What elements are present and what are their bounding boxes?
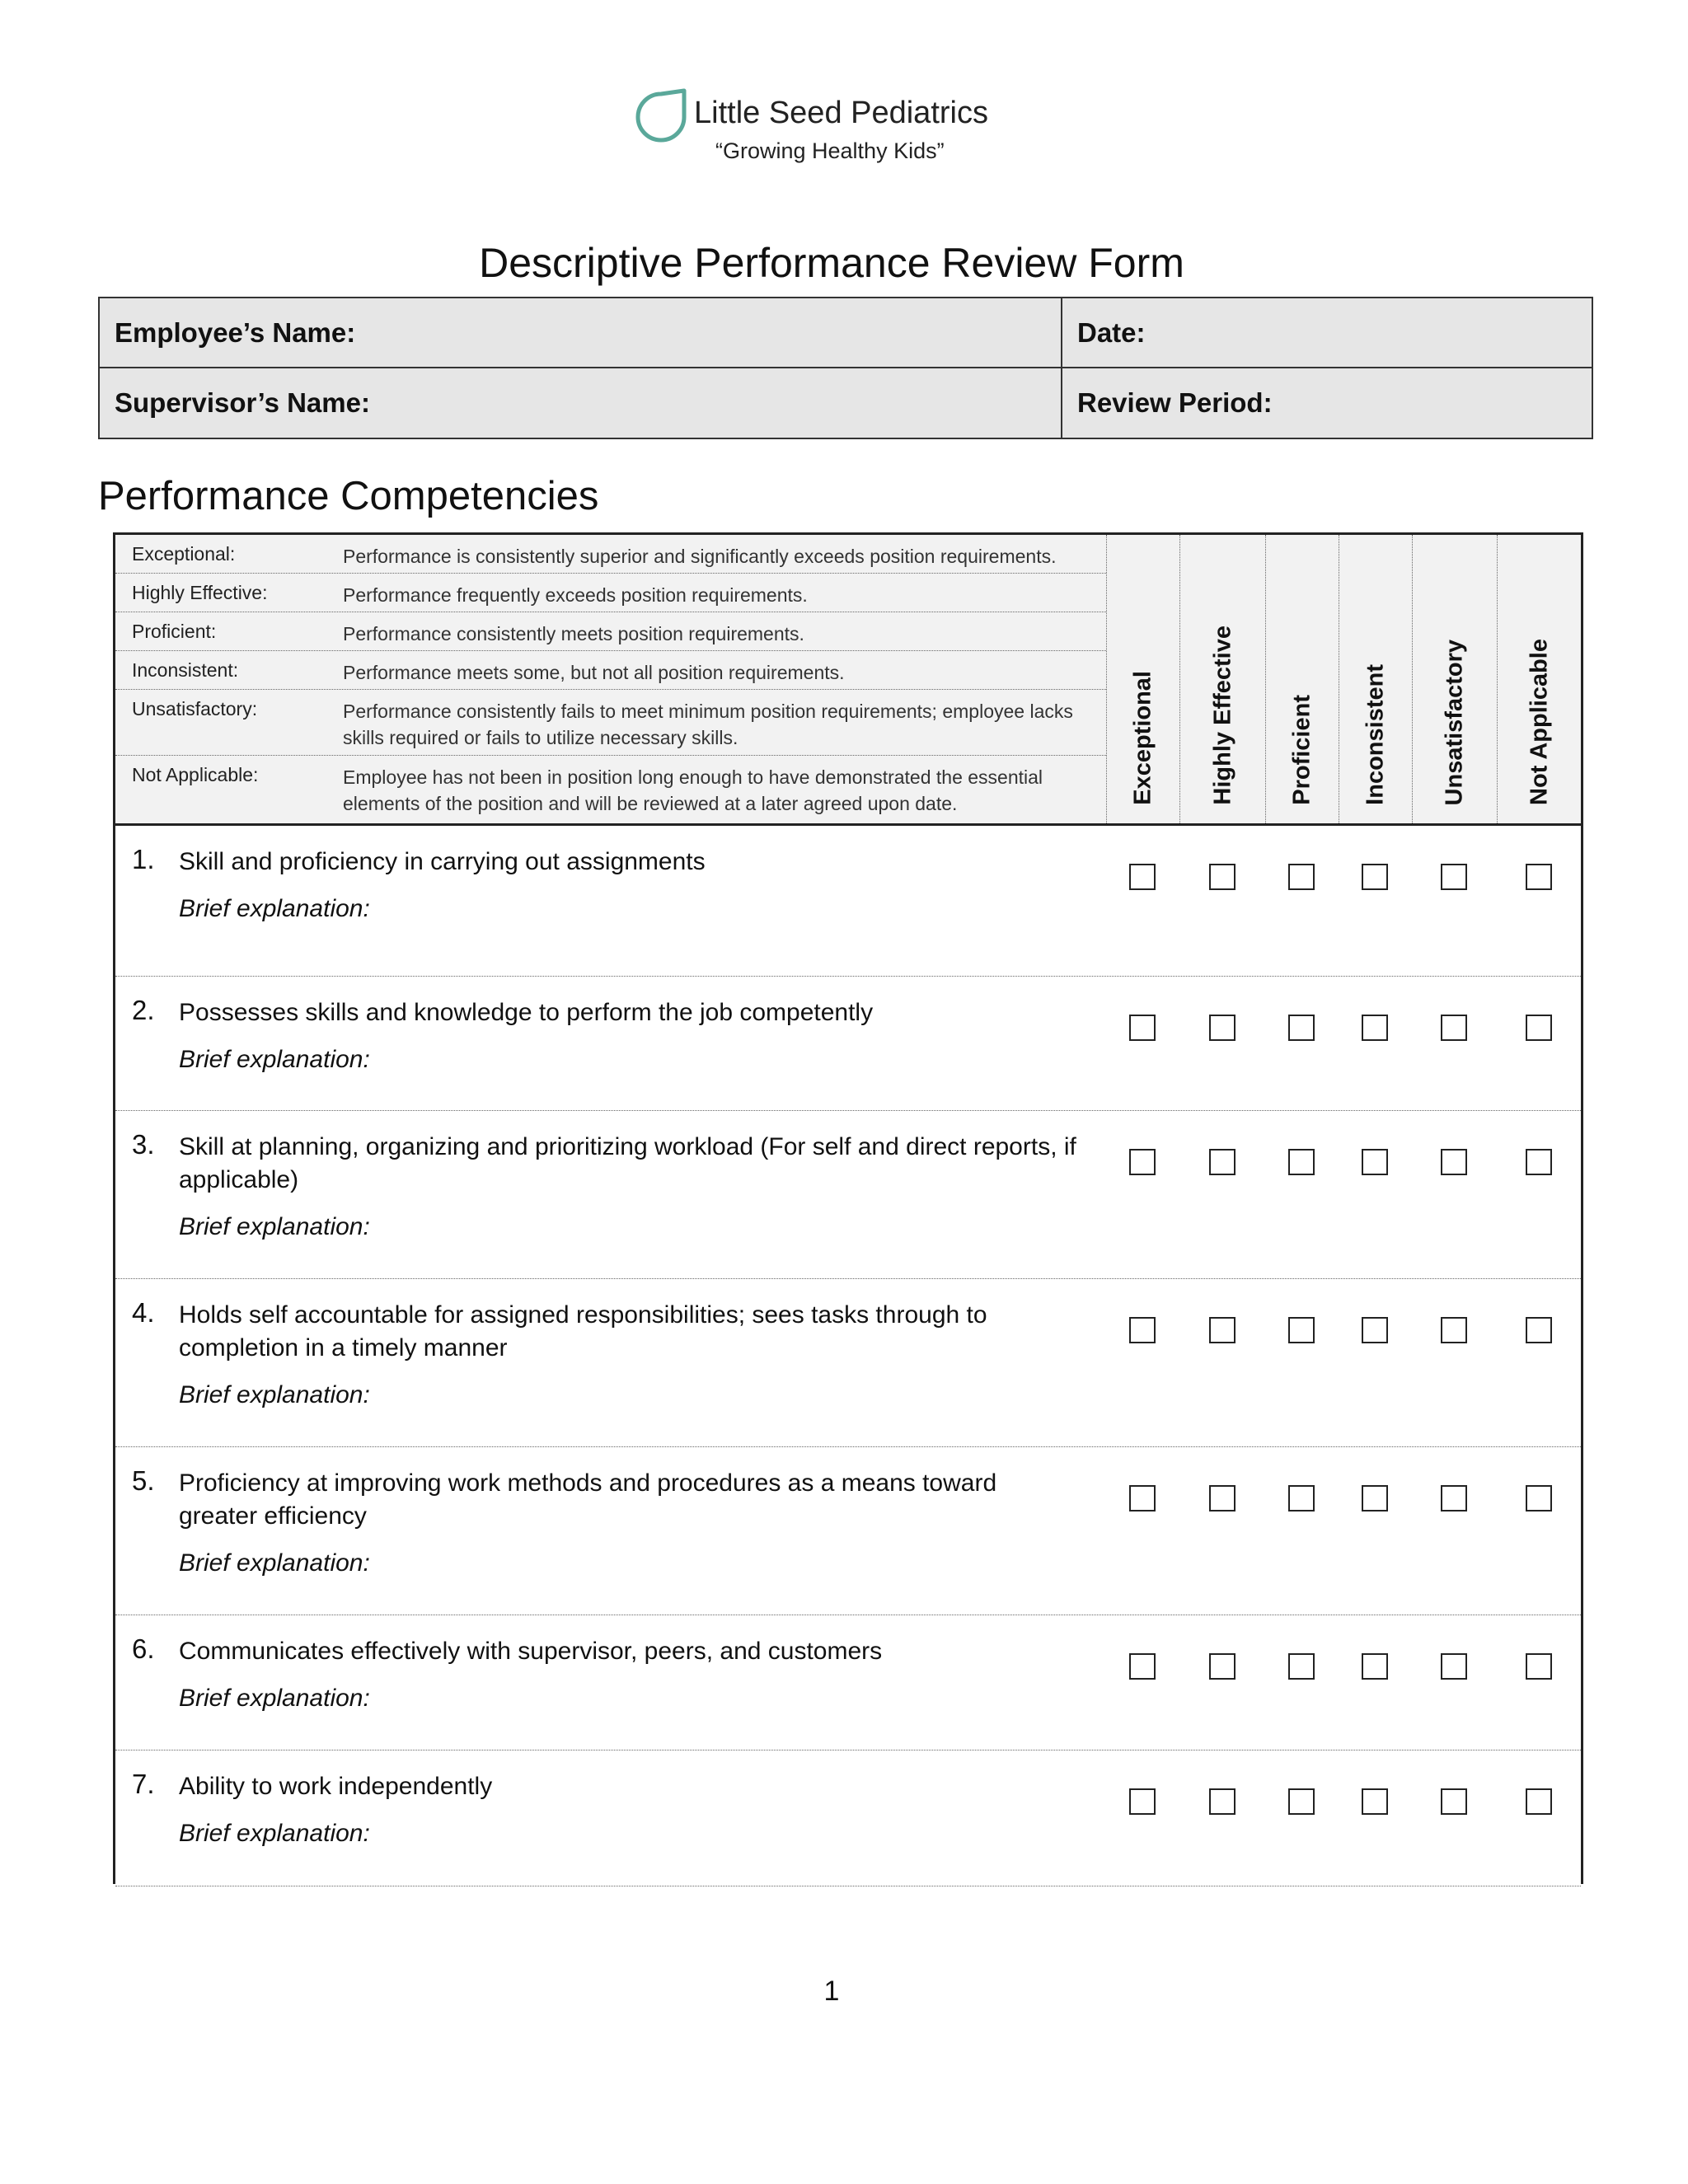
competency-item-7 <box>115 1750 1581 1886</box>
rating-header-label: Inconsistent <box>1362 664 1389 805</box>
checkbox-inconsistent[interactable] <box>1362 1788 1388 1815</box>
legend-row <box>115 690 1106 756</box>
explanation-label: Brief explanation: <box>179 1820 370 1847</box>
checkbox-inconsistent[interactable] <box>1362 1015 1388 1041</box>
review-period-label: Review Period: <box>1077 387 1273 418</box>
checkbox-proficient[interactable] <box>1288 1317 1315 1343</box>
legend-row <box>115 612 1106 651</box>
item-number: 7. <box>132 1769 155 1799</box>
logo <box>635 82 988 173</box>
rating-header-label: Not Applicable <box>1526 639 1552 805</box>
checkbox-exceptional[interactable] <box>1129 1149 1156 1175</box>
supervisor-name-field[interactable] <box>100 368 1062 438</box>
checkbox-highly-effective[interactable] <box>1209 1788 1236 1815</box>
legend-desc: Performance consistently meets position requirements. <box>343 623 804 644</box>
checkbox-proficient[interactable] <box>1288 864 1315 890</box>
rating-header-proficient <box>1265 535 1339 823</box>
rating-header-label: Highly Effective <box>1209 626 1236 805</box>
checkbox-exceptional[interactable] <box>1129 1015 1156 1041</box>
checkbox-inconsistent[interactable] <box>1362 1485 1388 1511</box>
explanation-label: Brief explanation: <box>179 1046 370 1073</box>
legend-desc: Performance meets some, but not all position requirements. <box>343 662 845 683</box>
competency-item-5 <box>115 1447 1581 1615</box>
legend-desc: Performance is consistently superior and significantly exceeds position requirements. <box>343 546 1057 567</box>
checkbox-highly-effective[interactable] <box>1209 1015 1236 1041</box>
item-text: Skill at planning, organizing and prioritizing workload (For self and direct reports, if applicable) <box>179 1133 1076 1193</box>
competencies-table <box>113 532 1583 1884</box>
item-text: Possesses skills and knowledge to perform the job competently <box>179 999 874 1026</box>
legend-desc: Employee has not been in position long enough to have demonstrated the essential elements of the position and will be reviewed at a later agreed upon date. <box>343 766 1043 814</box>
explanation-label: Brief explanation: <box>179 895 370 922</box>
item-text: Ability to work independently <box>179 1773 493 1800</box>
checkbox-inconsistent[interactable] <box>1362 1317 1388 1343</box>
employee-name-label: Employee’s Name: <box>115 316 356 348</box>
checkbox-not-applicable[interactable] <box>1526 864 1552 890</box>
item-number: 1. <box>132 844 155 874</box>
item-number: 3. <box>132 1129 155 1160</box>
legend-term: Inconsistent: <box>132 659 239 681</box>
competency-item-3 <box>115 1111 1581 1279</box>
checkbox-proficient[interactable] <box>1288 1653 1315 1680</box>
legend-term: Highly Effective: <box>132 582 268 603</box>
rating-header-unsatisfactory <box>1412 535 1497 823</box>
competency-item-4 <box>115 1279 1581 1447</box>
legend-term: Not Applicable: <box>132 764 259 785</box>
legend-term: Exceptional: <box>132 543 236 565</box>
checkbox-highly-effective[interactable] <box>1209 1653 1236 1680</box>
item-number: 5. <box>132 1465 155 1496</box>
checkbox-not-applicable[interactable] <box>1526 1485 1552 1511</box>
checkbox-highly-effective[interactable] <box>1209 1485 1236 1511</box>
checkbox-highly-effective[interactable] <box>1209 1149 1236 1175</box>
checkbox-unsatisfactory[interactable] <box>1441 1788 1467 1815</box>
legend-row <box>115 651 1106 690</box>
rating-header-not-applicable <box>1497 535 1581 823</box>
checkbox-exceptional[interactable] <box>1129 864 1156 890</box>
checkbox-not-applicable[interactable] <box>1526 1788 1552 1815</box>
competency-item-1 <box>115 826 1581 977</box>
explanation-label: Brief explanation: <box>179 1685 370 1712</box>
checkbox-proficient[interactable] <box>1288 1485 1315 1511</box>
rating-header-exceptional <box>1106 535 1179 823</box>
legend-row <box>115 535 1106 574</box>
competency-item-2 <box>115 977 1581 1111</box>
item-number: 2. <box>132 995 155 1025</box>
competency-item-6 <box>115 1615 1581 1750</box>
item-text: Proficiency at improving work methods and procedures as a means toward greater efficiency <box>179 1469 997 1530</box>
rating-legend <box>115 535 1106 823</box>
checkbox-inconsistent[interactable] <box>1362 1653 1388 1680</box>
checkbox-unsatisfactory[interactable] <box>1441 864 1467 890</box>
checkbox-proficient[interactable] <box>1288 1788 1315 1815</box>
checkbox-exceptional[interactable] <box>1129 1317 1156 1343</box>
leaf-logo-icon <box>635 86 687 143</box>
legend-row <box>115 756 1106 823</box>
org-name: Little Seed Pediatrics <box>694 96 988 130</box>
explanation-label: Brief explanation: <box>179 1381 370 1408</box>
date-label: Date: <box>1077 316 1146 348</box>
legend-desc: Performance consistently fails to meet minimum position requirements; employee lacks skills required or fails to utilize necessary skills. <box>343 701 1073 748</box>
item-text: Communicates effectively with supervisor, peers, and customers <box>179 1638 883 1665</box>
item-text: Skill and proficiency in carrying out assignments <box>179 848 706 875</box>
employee-info-table <box>98 297 1593 439</box>
checkbox-unsatisfactory[interactable] <box>1441 1015 1467 1041</box>
checkbox-not-applicable[interactable] <box>1526 1149 1552 1175</box>
checkbox-proficient[interactable] <box>1288 1015 1315 1041</box>
legend-desc: Performance frequently exceeds position requirements. <box>343 584 808 606</box>
explanation-label: Brief explanation: <box>179 1213 370 1240</box>
checkbox-unsatisfactory[interactable] <box>1441 1317 1467 1343</box>
form-title: Descriptive Performance Review Form <box>479 240 1184 286</box>
checkbox-not-applicable[interactable] <box>1526 1015 1552 1041</box>
item-number: 4. <box>132 1297 155 1328</box>
item-text: Holds self accountable for assigned responsibilities; sees tasks through to completion in a timely manner <box>179 1301 987 1361</box>
checkbox-highly-effective[interactable] <box>1209 864 1236 890</box>
page-number: 1 <box>823 1975 840 2007</box>
review-period-field[interactable] <box>1062 368 1592 438</box>
checkbox-exceptional[interactable] <box>1129 1653 1156 1680</box>
checkbox-exceptional[interactable] <box>1129 1788 1156 1815</box>
org-tagline: “Growing Healthy Kids” <box>715 138 945 163</box>
employee-name-field[interactable] <box>100 298 1062 368</box>
rating-header-label: Exceptional <box>1129 671 1156 805</box>
rating-header-label: Proficient <box>1288 695 1315 805</box>
checkbox-highly-effective[interactable] <box>1209 1317 1236 1343</box>
legend-term: Proficient: <box>132 621 217 642</box>
rating-header-label: Unsatisfactory <box>1441 639 1468 805</box>
checkbox-unsatisfactory[interactable] <box>1441 1653 1467 1680</box>
checkbox-inconsistent[interactable] <box>1362 1149 1388 1175</box>
item-number: 6. <box>132 1633 155 1664</box>
checkbox-unsatisfactory[interactable] <box>1441 1485 1467 1511</box>
checkbox-exceptional[interactable] <box>1129 1485 1156 1511</box>
checkbox-proficient[interactable] <box>1288 1149 1315 1175</box>
legend-row <box>115 574 1106 612</box>
checkbox-not-applicable[interactable] <box>1526 1317 1552 1343</box>
checkbox-unsatisfactory[interactable] <box>1441 1149 1467 1175</box>
supervisor-name-label: Supervisor’s Name: <box>115 387 370 418</box>
date-field[interactable] <box>1062 298 1592 368</box>
explanation-label: Brief explanation: <box>179 1549 370 1577</box>
section-title: Performance Competencies <box>98 474 599 518</box>
checkbox-inconsistent[interactable] <box>1362 864 1388 890</box>
rating-header-inconsistent <box>1339 535 1412 823</box>
checkbox-not-applicable[interactable] <box>1526 1653 1552 1680</box>
rating-header-highly-effective <box>1179 535 1265 823</box>
legend-term: Unsatisfactory: <box>132 698 258 719</box>
